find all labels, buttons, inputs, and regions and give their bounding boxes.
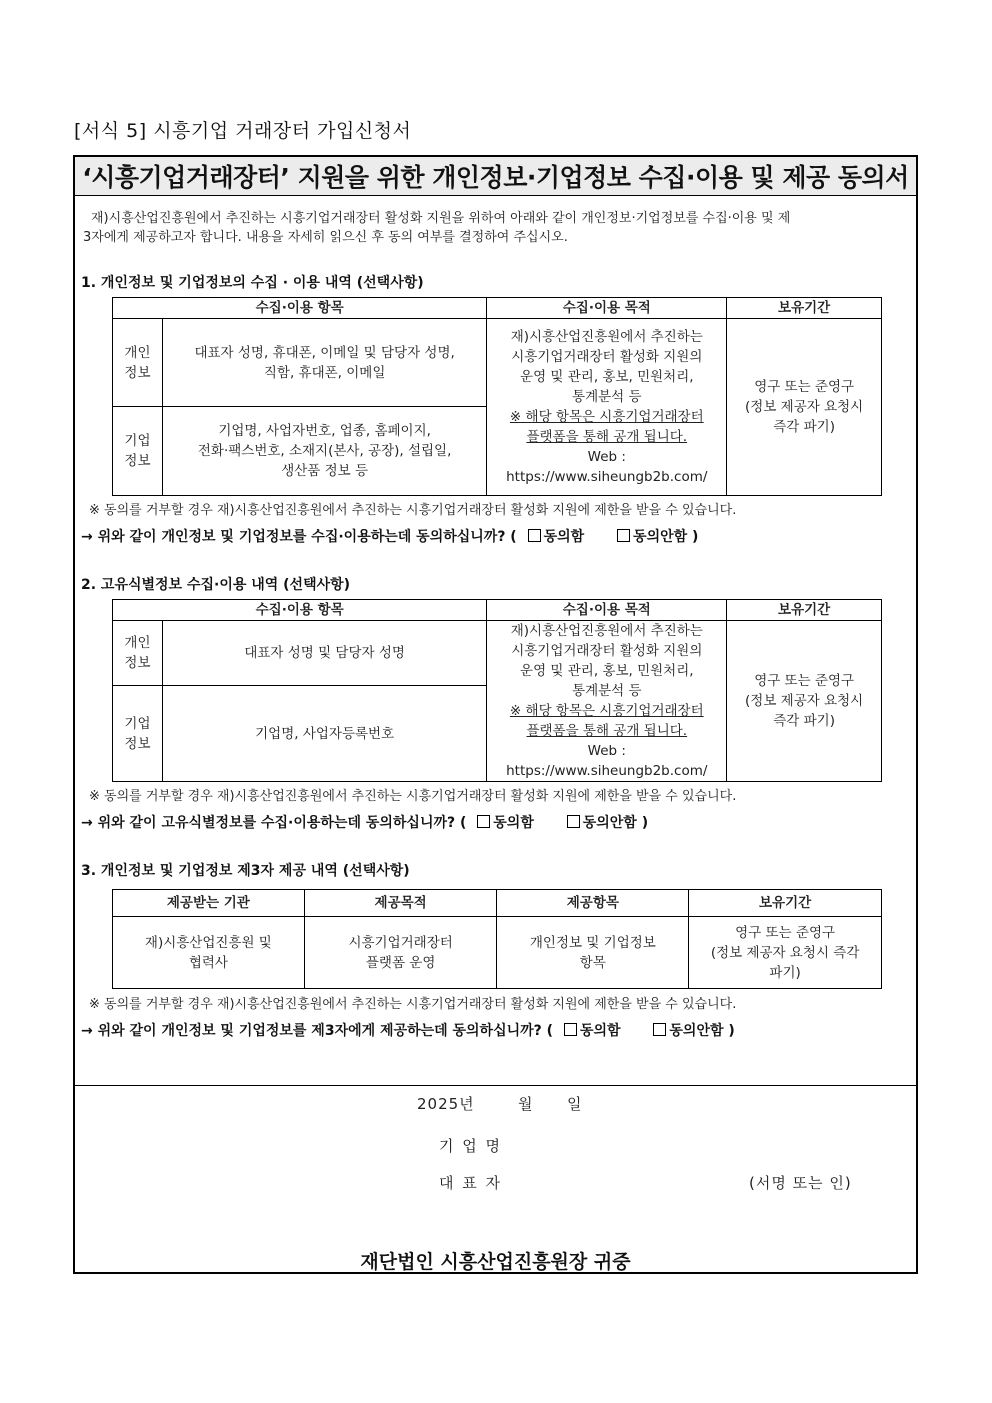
s1-category-personal: 개인 정보 xyxy=(113,319,163,407)
consent-form xyxy=(73,155,918,1274)
section2-heading: 2. 고유식별정보 수집·이용 내역 (선택사항) xyxy=(81,577,351,593)
s1-disagree-option[interactable]: 동의안함 ) xyxy=(617,529,698,545)
s1-purpose: 재)시흥산업진흥원에서 추진하는 시흥기업거래장터 활성화 지원의 운영 및 관리, 홍보, 민원처리, 통계분석 등 ※ 해당 항목은 시흥기업거래장터 플랫폼을 통해 공개 됩니다. Web : https://www.siheungb2b.com/ xyxy=(487,319,727,496)
s3-agree-checkbox[interactable] xyxy=(564,1023,577,1036)
intro-line-1: 재)시흥산업진흥원에서 추진하는 시흥기업거래장터 활성화 지원을 위하여 아래와 같이 개인정보·기업정보를 수집·이용 및 제 xyxy=(91,211,791,226)
section2-question: → 위와 같이 고유식별정보를 수집·이용하는데 동의하십니까? ( 동의함 동의안함 ) xyxy=(81,815,649,831)
signature-seal-label[interactable]: (서명 또는 인) xyxy=(749,1174,852,1192)
form-label: [서식 5] 시흥기업 거래장터 가입신청서 xyxy=(74,120,412,142)
s1-retention: 영구 또는 준영구 (정보 제공자 요청시 즉각 파기) xyxy=(727,319,882,496)
s3-header-retention: 보유기간 xyxy=(689,890,882,917)
section2-table xyxy=(112,599,882,782)
section2-note: ※ 동의를 거부할 경우 재)시흥산업진흥원에서 추진하는 시흥기업거래장터 활성화 지원에 제한을 받을 수 있습니다. xyxy=(89,789,737,804)
s2-header-purpose: 수집·이용 목적 xyxy=(487,600,727,621)
representative-label: 대 표 자 xyxy=(439,1174,503,1192)
s2-retention: 영구 또는 준영구 (정보 제공자 요청시 즉각 파기) xyxy=(727,621,882,782)
section3-heading: 3. 개인정보 및 기업정보 제3자 제공 내역 (선택사항) xyxy=(81,863,410,879)
s3-purpose: 시흥기업거래장터 플랫폼 운영 xyxy=(304,917,497,989)
s2-disagree-option[interactable]: 동의안함 ) xyxy=(567,815,648,831)
s1-header-retention: 보유기간 xyxy=(727,298,882,319)
intro-text xyxy=(83,209,911,247)
s3-recipient: 재)시흥산업진흥원 및 협력사 xyxy=(113,917,305,989)
s1-header-items: 수집·이용 항목 xyxy=(113,298,487,319)
s1-agree-checkbox[interactable] xyxy=(528,529,541,542)
form-title: ‘시흥기업거래장터’ 지원을 위한 개인정보·기업정보 수집·이용 및 제공 동의서 xyxy=(75,157,916,196)
section3-table xyxy=(112,889,882,989)
section3-question: → 위와 같이 개인정보 및 기업정보를 제3자에게 제공하는데 동의하십니까? ( 동의함 동의안함 ) xyxy=(81,1023,735,1039)
s1-header-purpose: 수집·이용 목적 xyxy=(487,298,727,319)
section1-note: ※ 동의를 거부할 경우 재)시흥산업진흥원에서 추진하는 시흥기업거래장터 활성화 지원에 제한을 받을 수 있습니다. xyxy=(89,503,737,518)
s3-items: 개인정보 및 기업정보 항목 xyxy=(497,917,689,989)
s3-agree-option[interactable]: 동의함 xyxy=(564,1023,621,1039)
s2-items-company: 기업명, 사업자등록번호 xyxy=(162,686,486,782)
s2-agree-option[interactable]: 동의함 xyxy=(477,815,534,831)
s3-retention: 영구 또는 준영구 (정보 제공자 요청시 즉각 파기) xyxy=(689,917,882,989)
s1-category-company: 기업 정보 xyxy=(113,407,163,496)
s2-category-company: 기업 정보 xyxy=(113,686,163,782)
section1-table xyxy=(112,297,882,496)
section3-note: ※ 동의를 거부할 경우 재)시흥산업진흥원에서 추진하는 시흥기업거래장터 활성화 지원에 제한을 받을 수 있습니다. xyxy=(89,997,737,1012)
section1-heading: 1. 개인정보 및 기업정보의 수집 · 이용 내역 (선택사항) xyxy=(81,275,424,291)
intro-line-2: 3자에게 제공하고자 합니다. 내용을 자세히 읽으신 후 동의 여부를 결정하여 주십시오. xyxy=(83,230,568,245)
s3-header-purpose: 제공목적 xyxy=(304,890,497,917)
s2-items-personal: 대표자 성명 및 담당자 성명 xyxy=(162,621,486,686)
s2-disagree-checkbox[interactable] xyxy=(567,815,580,828)
s1-items-company: 기업명, 사업자번호, 업종, 홈페이지, 전화·팩스번호, 소재지(본사, 공장), 설립일, 생산품 정보 등 xyxy=(162,407,486,496)
s2-agree-checkbox[interactable] xyxy=(477,815,490,828)
closing-addressee: 재단법인 시흥산업진흥원장 귀중 xyxy=(360,1251,631,1273)
date-month[interactable]: 월 xyxy=(518,1095,534,1113)
s2-category-personal: 개인 정보 xyxy=(113,621,163,686)
s3-disagree-option[interactable]: 동의안함 ) xyxy=(653,1023,734,1039)
s3-header-recipient: 제공받는 기관 xyxy=(113,890,305,917)
date-year[interactable]: 2025년 xyxy=(417,1095,475,1113)
s2-purpose: 재)시흥산업진흥원에서 추진하는 시흥기업거래장터 활성화 지원의 운영 및 관리, 홍보, 민원처리, 통계분석 등 ※ 해당 항목은 시흥기업거래장터 플랫폼을 통해 공개 됩니다. Web : https://www.siheungb2b.com/ xyxy=(487,621,727,782)
s3-header-items: 제공항목 xyxy=(497,890,689,917)
signature-divider xyxy=(75,1085,916,1086)
s1-agree-option[interactable]: 동의함 xyxy=(528,529,585,545)
s2-header-items: 수집·이용 항목 xyxy=(113,600,487,621)
section1-question: → 위와 같이 개인정보 및 기업정보를 수집·이용하는데 동의하십니까? ( 동의함 동의안함 ) xyxy=(81,529,699,545)
s1-disagree-checkbox[interactable] xyxy=(617,529,630,542)
s3-disagree-checkbox[interactable] xyxy=(653,1023,666,1036)
date-day[interactable]: 일 xyxy=(567,1095,583,1113)
s1-items-personal: 대표자 성명, 휴대폰, 이메일 및 담당자 성명, 직함, 휴대폰, 이메일 xyxy=(162,319,486,407)
company-name-label: 기 업 명 xyxy=(439,1137,503,1155)
s2-header-retention: 보유기간 xyxy=(727,600,882,621)
